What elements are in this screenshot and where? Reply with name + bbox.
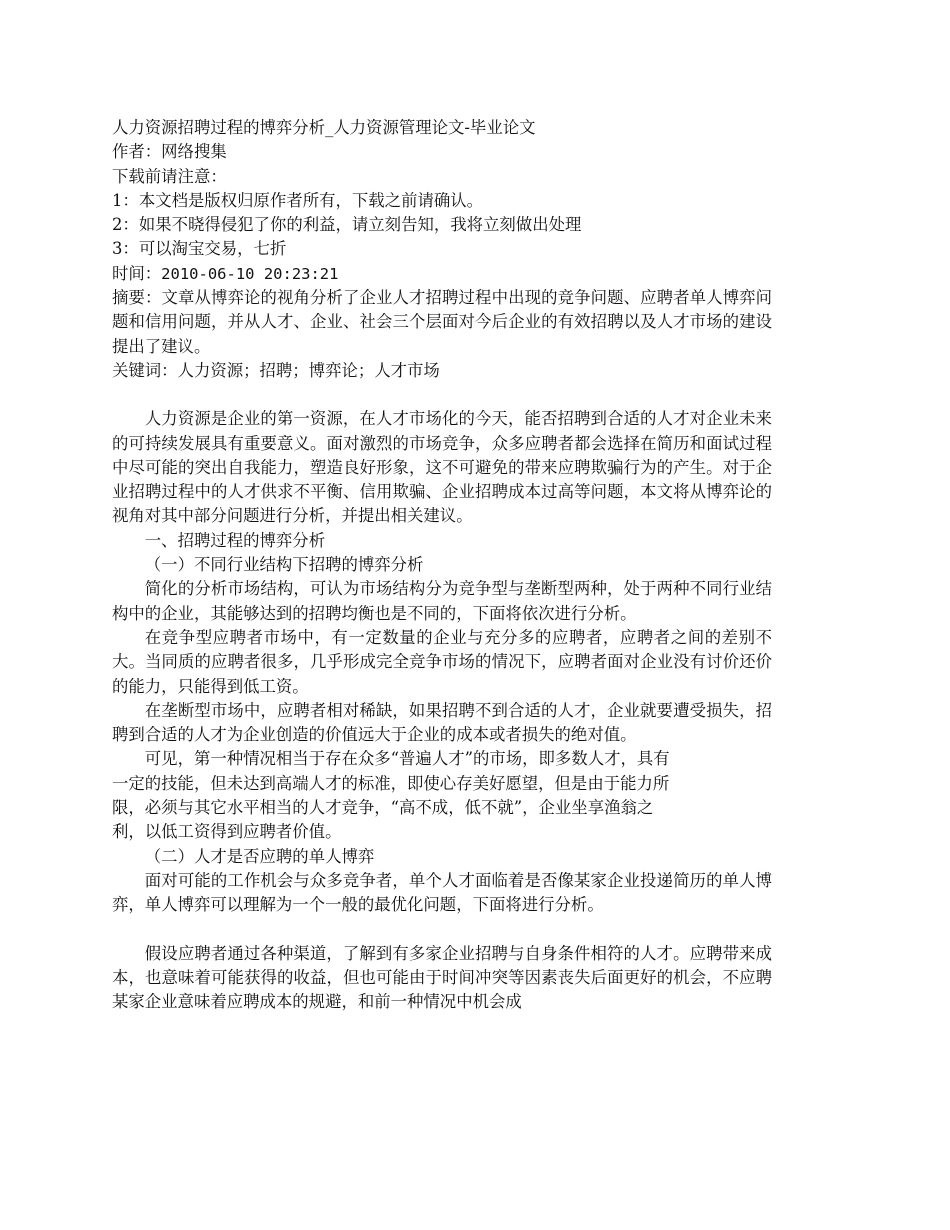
document-title: 人力资源招聘过程的博弈分析_人力资源管理论文-毕业论文 [112, 118, 536, 137]
intro-paragraph: 人力资源是企业的第一资源，在人才市场化的今天，能否招聘到合适的人才对企业未来的可持续发展具有重要意义。面对激烈的市场竞争，众多应聘者都会选择在简历和面试过程中尽可能的突出自我能力，塑造良好形象，这不可避免的带来应聘欺骗行为的产生。对于企业招聘过程中的人才供求不平衡、信用欺骗、企业招聘成本过高等问题，本文将从博弈论的视角对其中部分问题进行分析，并提出相关建议。 [112, 409, 772, 526]
paragraph: 在竞争型应聘者市场中，有一定数量的企业与充分多的应聘者，应聘者之间的差别不大。当同质的应聘者很多，几乎形成完全竞争市场的情况下，应聘者面对企业没有讨价还价的能力，只能得到低工资。 [112, 627, 772, 696]
paragraph: 简化的分析市场结构，可认为市场结构分为竞争型与垄断型两种，处于两种不同行业结构中的企业，其能够达到的招聘均衡也是不同的，下面将依次进行分析。 [112, 579, 772, 623]
notice-item: 1：本文档是版权归原作者所有，下载之前请确认。 [112, 190, 484, 210]
notice-item: 3：可以淘宝交易，七折 [112, 239, 287, 259]
notice-item: 2：如果不晓得侵犯了你的利益，请立刻告知，我将立刻做出处理 [112, 215, 582, 235]
document-page [112, 116, 772, 1014]
paragraph: 假设应聘者通过各种渠道，了解到有多家企业招聘与自身条件相符的人才。应聘带来成本，也意味着可能获得的收益，但也可能由于时间冲突等因素丧失后面更好的机会，不应聘某家企业意味着应聘成本的规避，和前一种情况中机会成 [112, 943, 772, 1012]
notice-heading: 下载前请注意： [112, 166, 227, 186]
section-heading: 一、招聘过程的博弈分析 [144, 530, 326, 550]
paragraph: 在垄断型市场中，应聘者相对稀缺，如果招聘不到合适的人才，企业就要遭受损失，招聘到合适的人才为企业创造的价值远大于企业的成本或者损失的绝对值。 [112, 700, 772, 745]
abstract: 摘要：文章从博弈论的视角分析了企业人才招聘过程中出现的竞争问题、应聘者单人博弈问题和信用问题，并从人才、企业、社会三个层面对今后企业的有效招聘以及人才市场的建设提出了建议。 [112, 288, 772, 356]
time-label: 时间： [112, 263, 162, 283]
paragraph-line: 可见，第一种情况相当于存在众多“普遍人才”的市场，即多数人才，具有 [144, 749, 670, 769]
author-line: 作者：网络搜集 [112, 142, 227, 162]
paragraph-line: 一定的技能，但未达到高端人才的标准，即使心存美好愿望，但是由于能力所 [112, 773, 670, 793]
spacer [112, 383, 772, 407]
keywords: 关键词：人力资源；招聘；博弈论；人才市场 [112, 360, 440, 380]
paragraph: 面对可能的工作机会与众多竞争者，单个人才面临着是否像某家企业投递简历的单人博弈，单人博弈可以理解为一个一般的最优化问题，下面将进行分析。 [112, 870, 772, 915]
paragraph-line: 限，必须与其它水平相当的人才竞争，“高不成，低不就”，企业坐享渔翁之 [112, 798, 654, 818]
time-value: 2010-06-10 20:23:21 [161, 264, 339, 283]
subsection-heading: （二）人才是否应聘的单人博弈 [144, 846, 375, 866]
subsection-heading: （一）不同行业结构下招聘的博弈分析 [144, 555, 424, 575]
paragraph-line: 利，以低工资得到应聘者价值。 [112, 822, 342, 842]
time-line [112, 262, 772, 286]
spacer [112, 918, 772, 942]
